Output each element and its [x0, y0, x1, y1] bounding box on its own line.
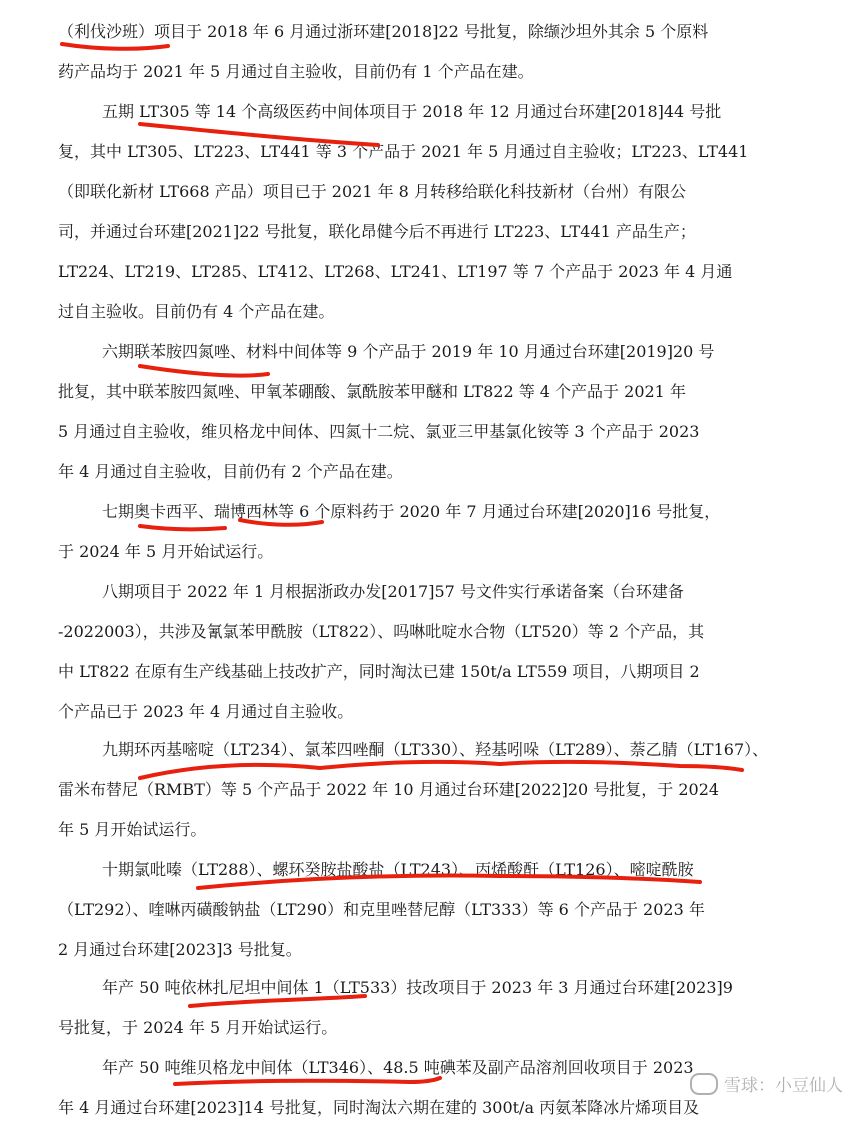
paragraph-fourth-phase-tail	[58, 12, 828, 92]
text-line: 雷米布替尼（RMBT）等 5 个产品于 2022 年 10 月通过台环建[2022]20 号批复，于 2024	[58, 780, 720, 799]
text-line: 年 4 月通过自主验收，目前仍有 2 个产品在建。	[58, 462, 403, 481]
text-line: 五期 LT305 等 14 个高级医药中间体项目于 2018 年 12 月通过台环建[2018]44 号批	[102, 102, 722, 121]
text-line: 十期氯吡嗪（LT288）、螺环癸胺盐酸盐（LT243）、丙烯酸酐（LT126）、嘧啶酰胺	[102, 860, 694, 879]
snowball-logo-icon	[690, 1073, 718, 1095]
text-line: 2 月通过台环建[2023]3 号批复。	[58, 940, 302, 959]
text-line: 药产品均于 2021 年 5 月通过自主验收，目前仍有 1 个产品在建。	[58, 62, 534, 81]
text-line: 七期奥卡西平、瑞博西林等 6 个原料药于 2020 年 7 月通过台环建[2020]16 号批复，	[102, 502, 721, 521]
paragraph-tenth-phase	[58, 850, 828, 970]
text-line: 年产 50 吨依林扎尼坦中间体 1（LT533）技改项目于 2023 年 3 月通过台环建[2023]9	[102, 978, 733, 997]
watermark	[690, 1071, 843, 1096]
text-line: 九期环丙基嘧啶（LT234）、氯苯四唑酮（LT330）、羟基吲哚（LT289）、萘乙腈（LT167）、	[102, 740, 769, 759]
paragraph-lt533-project	[58, 968, 828, 1048]
paragraph-sixth-phase	[58, 332, 828, 492]
paragraph-ninth-phase	[58, 730, 828, 850]
text-line: 八期项目于 2022 年 1 月根据浙政办发[2017]57 号文件实行承诺备案（台环建备	[102, 582, 684, 601]
paragraph-seventh-phase	[58, 492, 828, 572]
text-line: 过自主验收。目前仍有 4 个产品在建。	[58, 302, 335, 321]
text-line: 六期联苯胺四氮唑、材料中间体等 9 个产品于 2019 年 10 月通过台环建[2019]20 号	[102, 342, 715, 361]
watermark-text: 雪球：小豆仙人	[724, 1076, 843, 1096]
text-line: 5 月通过自主验收，维贝格龙中间体、四氮十二烷、氯亚三甲基氯化铵等 3 个产品于 2023	[58, 422, 700, 441]
text-line: 于 2024 年 5 月开始试运行。	[58, 542, 274, 561]
text-line: 年 5 月开始试运行。	[58, 820, 207, 839]
text-line: （利伐沙班）项目于 2018 年 6 月通过浙环建[2018]22 号批复，除缬沙坦外其余 5 个原料	[58, 22, 709, 41]
text-line: 号批复，于 2024 年 5 月开始试运行。	[58, 1018, 338, 1037]
text-line: -2022003），共涉及氰氯苯甲酰胺（LT822）、吗啉吡啶水合物（LT520）等 2 个产品，其	[58, 622, 705, 641]
text-line: （即联化新材 LT668 产品）项目已于 2021 年 8 月转移给联化科技新材（台州）有限公	[58, 182, 686, 201]
text-line: （LT292）、喹啉丙磺酸钠盐（LT290）和克里唑替尼醇（LT333）等 6 个产品于 2023 年	[58, 900, 705, 919]
text-line: 批复，其中联苯胺四氮唑、甲氧苯硼酸、氯酰胺苯甲醚和 LT822 等 4 个产品于 2021 年	[58, 382, 686, 401]
paragraph-eighth-phase	[58, 572, 828, 732]
text-line: 个产品已于 2023 年 4 月通过自主验收。	[58, 702, 354, 721]
text-line: 复，其中 LT305、LT223、LT441 等 3 个产品于 2021 年 5 月通过自主验收；LT223、LT441	[58, 142, 749, 161]
text-line: LT224、LT219、LT285、LT412、LT268、LT241、LT197 等 7 个产品于 2023 年 4 月通	[58, 262, 733, 281]
text-line: 年产 50 吨维贝格龙中间体（LT346）、48.5 吨碘苯及副产品溶剂回收项目于 2023	[102, 1058, 694, 1077]
text-line: 中 LT822 在原有生产线基础上技改扩产，同时淘汰已建 150t/a LT559 项目，八期项目 2	[58, 662, 700, 681]
text-line: 年 4 月通过台环建[2023]14 号批复，同时淘汰六期在建的 300t/a 丙氨苯降冰片烯项目及	[58, 1098, 700, 1117]
text-line: 司，并通过台环建[2021]22 号批复，联化昂健今后不再进行 LT223、LT441 产品生产；	[58, 222, 696, 241]
paragraph-fifth-phase	[58, 92, 828, 332]
